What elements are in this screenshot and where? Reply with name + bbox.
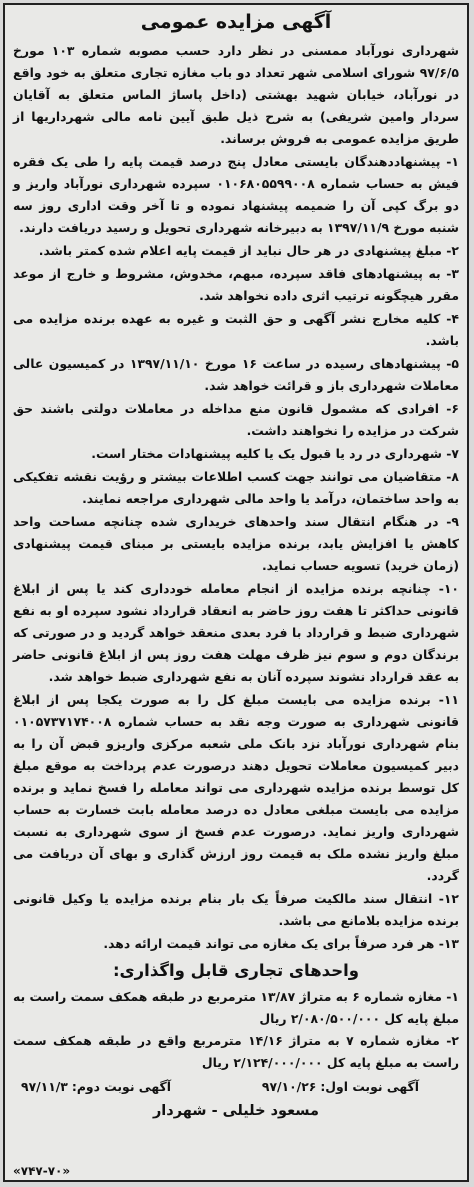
advertisement-sheet: [3, 3, 469, 1182]
ad-code: «۷۴۷-۷۰»: [13, 1164, 71, 1178]
ad-title: آگهی مزایده عمومی: [140, 11, 332, 33]
clause-10: ۱۰- چنانچه برنده مزایده از انجام معامله خودداری کند یا پس از ابلاغ قانونی حداکثر تا هفت روز حاضر به انعقاد قرارداد نشود سپرده او به نفع شهرداری ضبط و قرارداد با فرد بعدی منعقد خواهد گردید و در صورتی که برندگان دوم و سوم نیز ظرف مهلت هفت روز پس از ابلاغ قانونی حاضر به عقد قرارداد نشوند سپرده آنان به نفع شهرداری ضبط خواهد شد.: [13, 581, 459, 684]
clause-6: ۶- افرادی که مشمول قانون منع مداخله در معاملات دولتی باشند حق شرکت در مزایده را نخواهند داشت.: [13, 401, 459, 438]
clause-2: ۲- مبلغ پیشنهادی در هر حال نباید از قیمت پایه اعلام شده کمتر باشد.: [38, 243, 459, 258]
clause-7: ۷- شهرداری در رد یا قبول یک یا کلیه پیشنهادات مختار است.: [91, 446, 459, 461]
clause-3: ۳- به پیشنهادهای فاقد سپرده، مبهم، مخدوش، مشروط و خارج از موعد مقرر هیچگونه ترتیب اثری داده نخواهد شد.: [13, 266, 459, 303]
clause-12: ۱۲- انتقال سند مالکیت صرفاً یک بار بنام برنده مزایده یا وکیل قانونی برنده مزایده بلامانع می باشد.: [13, 891, 459, 928]
clause-8: ۸- متقاضیان می توانند جهت کسب اطلاعات بیشتر و رؤیت نقشه تفکیکی به واحد ساختمان، درآمد یا واحد مالی شهرداری مراجعه نمایند.: [13, 469, 459, 506]
unit-1: ۱- مغازه شماره ۶ به متراژ ۱۳/۸۷ مترمربع در طبقه همکف سمت راست به مبلغ پایه کل ۲/۰۸۰/۵۰۰/۰۰۰ ریال: [13, 989, 459, 1026]
clause-1: ۱- پیشنهاددهندگان بایستی معادل پنج درصد قیمت پایه را طی یک فقره فیش به حساب شماره ۰۱۰۶۸۰۵۵۹۹۰۰۸ سپرده شهرداری نورآباد واریز و دو برگ کپی آن را ضمیمه پیشنهاد نموده و تا آخر وقت اداری روز سه شنبه مورخ ۱۳۹۷/۱۱/۹ به دبیرخانه شهرداری تحویل و رسید دریافت دارند.: [13, 154, 459, 235]
clause-13: ۱۳- هر فرد صرفاً برای یک مغازه می تواند قیمت ارائه دهد.: [103, 936, 459, 951]
clause-9: ۹- در هنگام انتقال سند واحدهای خریداری شده چنانچه مساحت واحد کاهش یا افزایش یابد، برنده مزایده بایستی بر مبنای قیمت پیشنهادی (زمان خرید) تسویه حساب نماید.: [13, 514, 459, 573]
notice-first: [258, 1076, 419, 1098]
clause-11: ۱۱- برنده مزایده می بایست مبلغ کل را به صورت یکجا پس از ابلاغ قانونی شهرداری به صورت وجه نقد به حساب شماره ۰۱۰۵۷۳۷۱۷۴۰۰۸ بنام شهرداری نورآباد نزد بانک ملی شعبه مرکزی واریزو قبض آن را به دبیر کمیسیون معاملات تحویل دهند درصورت عدم پرداخت به موقع مبلغ کل توسط برنده مزایده شهرداری می تواند معامله را فسخ نماید و برنده مزایده می بایست مبلغی معادل ده درصد معامله بابت خسارت به حساب شهرداری واریز نماید. درصورت عدم فسخ از سوی شهرداری به نسبت مبلغ واریز نشده ملک به قیمت روز ارزش گذاری و بهای آن دریافت می گردد.: [13, 692, 459, 883]
notice-second: [17, 1076, 171, 1098]
notice-first-label: آگهی نوبت اول:: [320, 1079, 419, 1094]
units-title: واحدهای تجاری قابل واگذاری:: [112, 961, 360, 980]
notice-first-date: ۹۷/۱۰/۲۶: [261, 1079, 317, 1094]
clause-4: ۴- کلیه مخارج نشر آگهی و حق الثبت و غیره به عهده برنده مزایده می باشد.: [13, 311, 459, 348]
notice-second-date: ۹۷/۱۱/۳: [21, 1079, 68, 1094]
ad-intro: شهرداری نورآباد ممسنی در نظر دارد حسب مصوبه شماره ۱۰۳ مورخ ۹۷/۶/۵ شورای اسلامی شهر تعداد دو باب مغازه تجاری متعلق به خود واقع در نورآباد، خیابان شهید بهشتی (داخل پاساژ الماس متعلق به آقایان سردار وامین شریفی) به شرح ذیل طبق آیین نامه مالی شهرداریها از طریق مزایده عمومی به فروش برساند.: [13, 43, 459, 146]
clauses-list: [13, 151, 459, 955]
notice-dates: [13, 1076, 459, 1098]
signature: مسعود خلیلی - شهردار: [152, 1103, 320, 1119]
notice-second-label: آگهی نوبت دوم:: [71, 1079, 171, 1094]
unit-2: ۲- مغازه شماره ۷ به متراژ ۱۴/۱۶ مترمربع واقع در طبقه همکف سمت راست به مبلغ پایه کل ۲/۱۲۴/۰۰۰/۰۰۰ ریال: [13, 1033, 459, 1070]
clause-5: ۵- پیشنهادهای رسیده در ساعت ۱۶ مورخ ۱۳۹۷/۱۱/۱۰ در کمیسیون عالی معاملات شهرداری باز و قرائت خواهد شد.: [13, 356, 459, 393]
